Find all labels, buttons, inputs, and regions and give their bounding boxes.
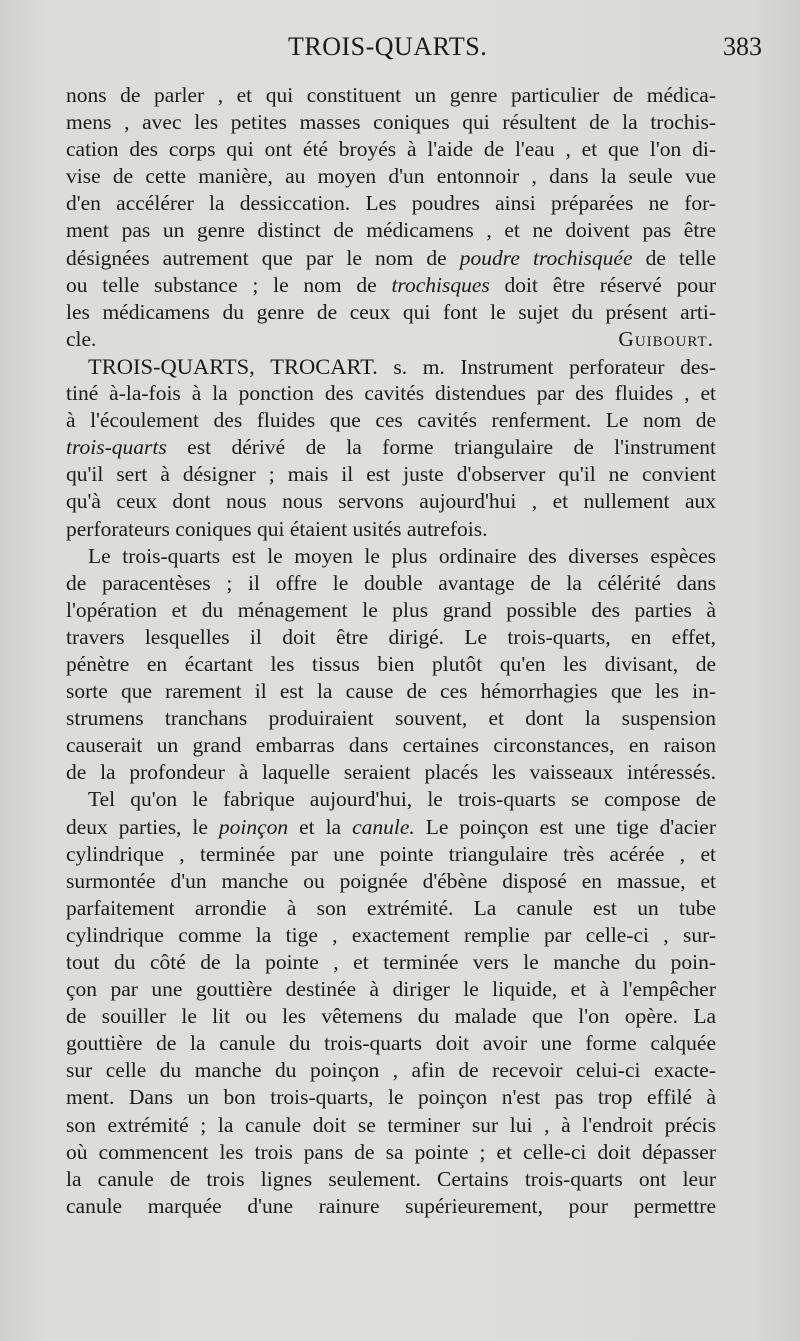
- text-run: cle.: [66, 326, 97, 351]
- page-number: 383: [723, 32, 762, 61]
- page-header: [0, 32, 800, 72]
- text-line: nons de parler , et qui constituent un genre particulier de médica-: [66, 83, 716, 107]
- text-line: qu'à ceux dont nous nous servons aujourd'hui , et nullement aux: [66, 489, 716, 514]
- text-line: [66, 245, 716, 272]
- text-line: Tel qu'on le fabrique aujourd'hui, le trois-quarts se compose de: [88, 787, 716, 812]
- text-line: strumens tranchans produiraient souvent, et dont la suspension: [66, 706, 716, 731]
- italic-term: trochisques: [391, 272, 490, 297]
- text-run: ou telle substance ; le nom de: [66, 272, 392, 297]
- entry-trois-quarts: [66, 353, 716, 1220]
- text-line: de souiller le lit ou les vêtemens du malade que l'on opère. La: [66, 1004, 716, 1029]
- text-run: Le poinçon est une tige d'acier: [414, 814, 716, 839]
- text-line: de paracentèses ; il offre le double avantage de la célérité dans: [66, 570, 716, 595]
- text-line: pénètre en écartant les tissus bien plutôt qu'en les divisant, de: [66, 651, 716, 676]
- text-line: causerait un grand embarras dans certaines circonstances, en raison: [66, 733, 716, 758]
- text-line: ment. Dans un bon trois-quarts, le poinçon n'est pas trop effilé à: [66, 1085, 716, 1110]
- text-run: doit être réservé pour: [489, 272, 716, 297]
- text-line: d'en accélérer la dessiccation. Les poudres ainsi préparées ne for-: [66, 191, 716, 216]
- text-line: gouttière de la canule du trois-quarts doit avoir une forme calquée: [66, 1031, 716, 1056]
- text-line: cylindrique comme la tige , exactement remplie par celle-ci , sur-: [66, 922, 716, 947]
- text-run: désignées autrement que par le nom de: [66, 245, 460, 270]
- italic-term: canule.: [352, 814, 415, 839]
- italic-term: poudre trochisquée: [459, 245, 633, 270]
- text-line: la canule de trois lignes seulement. Certains trois-quarts ont leur: [66, 1166, 716, 1191]
- text-line: Le trois-quarts est le moyen le plus ordinaire des diverses espèces: [88, 543, 716, 568]
- text-line: tout du côté de la pointe , et terminée vers le manche du poin-: [66, 950, 716, 974]
- text-line: [66, 814, 716, 841]
- text-line: à l'écoulement des fluides que ces cavités renferment. Le nom de: [66, 408, 716, 433]
- italic-term: trois-quarts: [66, 435, 167, 460]
- text-run: s. m. Instrument perforateur des-: [377, 354, 716, 379]
- text-line: surmontée d'un manche ou poignée d'ébène disposé en massue, et: [66, 868, 716, 893]
- text-line: canule marquée d'une rainure supérieurement, pour permettre: [66, 1193, 716, 1218]
- text-line: mens , avec les petites masses coniques qui résultent de la trochis-: [66, 110, 716, 135]
- text-line: l'opération et du ménagement le plus grand possible des parties à: [66, 597, 716, 622]
- text-line: tiné à-la-fois à la ponction des cavités distendues par des fluides , et: [66, 381, 716, 406]
- author-signature: Guibourt.: [618, 326, 714, 351]
- text-line: [66, 434, 716, 461]
- text-line: vise de cette manière, au moyen d'un entonnoir , dans la seule vue: [66, 164, 716, 189]
- text-run: deux parties, le: [66, 814, 219, 839]
- text-line: son extrémité ; la canule doit se terminer sur lui , à l'endroit précis: [66, 1112, 716, 1137]
- text-line: travers lesquelles il doit être dirigé. Le trois-quarts, en effet,: [66, 624, 716, 649]
- text-line: les médicamens du genre de ceux qui font le sujet du présent arti-: [66, 299, 716, 324]
- text-line: çon par une gouttière destinée à diriger le liquide, et à l'empêcher: [66, 977, 716, 1002]
- text-line: où commencent les trois pans de sa pointe ; et celle-ci doit dépasser: [66, 1139, 716, 1164]
- text-run: est dérivé de la forme triangulaire de l'instrument: [166, 435, 716, 460]
- text-run: de telle: [632, 245, 716, 270]
- text-line: sorte que rarement il est la cause de ces hémorrhagies que les in-: [66, 679, 716, 704]
- body-text: [66, 82, 716, 1220]
- text-line: qu'il sert à désigner ; mais il est juste d'observer qu'il ne convient: [66, 462, 716, 487]
- text-line: de la profondeur à laquelle seraient placés les vaisseaux intéressés.: [66, 760, 716, 785]
- text-line: sur celle du manche du poinçon , afin de recevoir celui-ci exacte-: [66, 1058, 716, 1083]
- entry-headword: TROIS-QUARTS, TROCART.: [88, 353, 378, 379]
- text-line: cation des corps qui ont été broyés à l'aide de l'eau , et que l'on di-: [66, 137, 716, 162]
- text-line: [66, 272, 716, 299]
- text-run: et la: [288, 814, 353, 839]
- signature-line: [66, 326, 716, 353]
- entry-heading-line: [66, 353, 716, 380]
- text-line: ment pas un genre distinct de médicamens , et ne doivent pas être: [66, 218, 716, 243]
- text-line: cylindrique , terminée par une pointe triangulaire très acérée , et: [66, 841, 716, 866]
- text-line: parfaitement arrondie à son extrémité. La canule est un tube: [66, 895, 716, 920]
- text-line: perforateurs coniques qui étaient usités autrefois.: [66, 516, 488, 541]
- running-head: TROIS-QUARTS.: [288, 32, 488, 61]
- italic-term: poinçon: [218, 814, 289, 839]
- entry-trochisques-tail: [66, 82, 716, 353]
